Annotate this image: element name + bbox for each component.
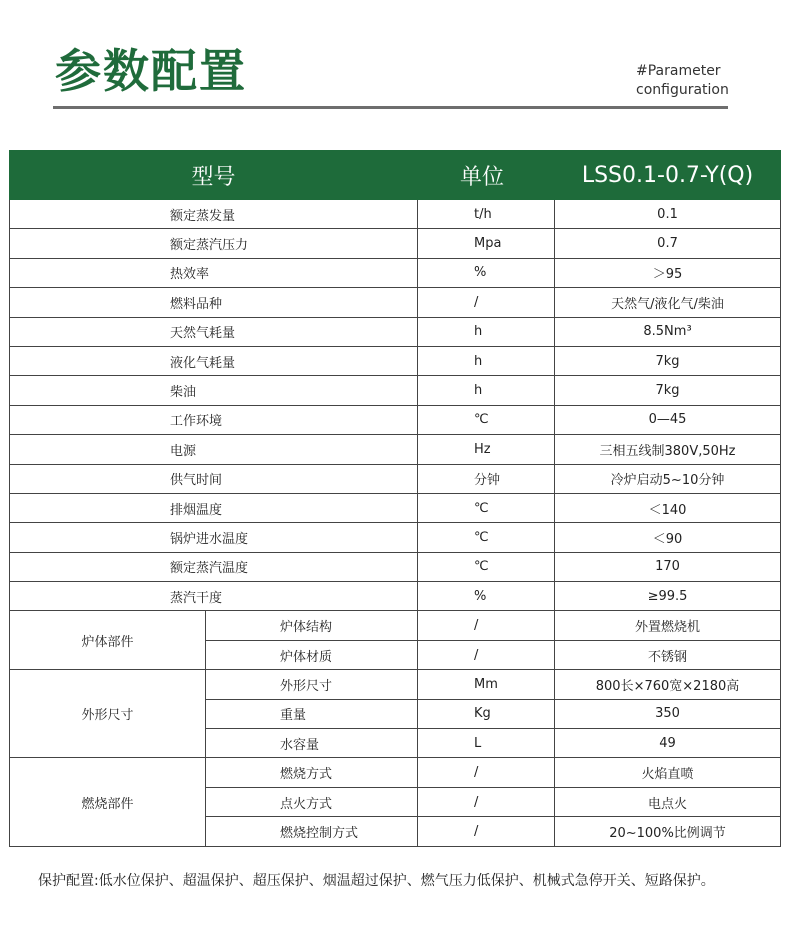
param-name: 工作环境: [10, 405, 418, 434]
param-name: 锅炉进水温度: [10, 523, 418, 552]
param-unit: Mm: [418, 670, 555, 699]
param-name: 电源: [10, 435, 418, 464]
param-name: 燃烧控制方式: [206, 817, 418, 846]
param-unit: /: [418, 611, 555, 640]
param-value: ≥99.5: [555, 582, 781, 611]
param-value: 外置燃烧机: [555, 611, 781, 640]
table-row: [10, 258, 781, 287]
table-row: [10, 317, 781, 346]
param-value: 0.7: [555, 229, 781, 258]
param-unit: ℃: [418, 493, 555, 522]
param-name: 外形尺寸: [206, 670, 418, 699]
param-name: 柴油: [10, 376, 418, 405]
table-row: [10, 229, 781, 258]
page-title: 参数配置: [55, 44, 247, 98]
table-row: [10, 523, 781, 552]
param-unit: %: [418, 258, 555, 287]
param-unit: ℃: [418, 552, 555, 581]
table-row: [10, 464, 781, 493]
param-name: 液化气耗量: [10, 346, 418, 375]
param-value: 7kg: [555, 376, 781, 405]
param-value: 火焰直喷: [555, 758, 781, 787]
table-row: [10, 552, 781, 581]
header-unit: 单位: [418, 151, 555, 200]
table-row: [10, 758, 781, 787]
param-value: 0—45: [555, 405, 781, 434]
param-unit: h: [418, 346, 555, 375]
param-unit: /: [418, 640, 555, 669]
param-unit: %: [418, 582, 555, 611]
param-unit: /: [418, 817, 555, 846]
param-name: 水容量: [206, 729, 418, 758]
param-value: ＜140: [555, 493, 781, 522]
title-divider: [53, 106, 728, 109]
param-value: 350: [555, 699, 781, 728]
param-unit: L: [418, 729, 555, 758]
param-value: 7kg: [555, 346, 781, 375]
param-value: ＞95: [555, 258, 781, 287]
table-row: [10, 288, 781, 317]
param-name: 炉体结构: [206, 611, 418, 640]
param-unit: 分钟: [418, 464, 555, 493]
table-row: [10, 200, 781, 229]
param-value: 冷炉启动5~10分钟: [555, 464, 781, 493]
param-value: 0.1: [555, 200, 781, 229]
param-name: 燃烧方式: [206, 758, 418, 787]
param-name: 热效率: [10, 258, 418, 287]
param-value: 电点火: [555, 787, 781, 816]
param-value: ＜90: [555, 523, 781, 552]
subtitle-line-1: #Parameter: [636, 63, 721, 79]
param-value: 49: [555, 729, 781, 758]
param-unit: ℃: [418, 523, 555, 552]
param-value: 三相五线制380V,50Hz: [555, 435, 781, 464]
table-row: [10, 493, 781, 522]
param-name: 重量: [206, 699, 418, 728]
param-unit: t/h: [418, 200, 555, 229]
protection-note: 保护配置:低水位保护、超温保护、超压保护、烟温超过保护、燃气压力低保护、机械式急停开关、短路保护。: [38, 873, 715, 889]
param-name: 排烟温度: [10, 493, 418, 522]
param-name: 额定蒸汽压力: [10, 229, 418, 258]
table-row: [10, 376, 781, 405]
param-unit: Kg: [418, 699, 555, 728]
param-name: 供气时间: [10, 464, 418, 493]
header-model: 型号: [10, 151, 418, 200]
parameter-table: [9, 150, 781, 847]
param-name: 额定蒸发量: [10, 200, 418, 229]
param-unit: ℃: [418, 405, 555, 434]
table-row: [10, 582, 781, 611]
param-unit: h: [418, 317, 555, 346]
table-row: [10, 405, 781, 434]
param-unit: Hz: [418, 435, 555, 464]
param-name: 点火方式: [206, 787, 418, 816]
param-name: 燃料品种: [10, 288, 418, 317]
param-unit: /: [418, 787, 555, 816]
param-name: 额定蒸汽温度: [10, 552, 418, 581]
param-unit: h: [418, 376, 555, 405]
param-value: 20~100%比例调节: [555, 817, 781, 846]
param-value: 天然气/液化气/柴油: [555, 288, 781, 317]
param-unit: /: [418, 758, 555, 787]
group-name: 外形尺寸: [10, 670, 206, 758]
param-name: 炉体材质: [206, 640, 418, 669]
table-header-row: [10, 151, 781, 200]
param-value: 800长×760宽×2180高: [555, 670, 781, 699]
param-value: 8.5Nm³: [555, 317, 781, 346]
param-name: 蒸汽干度: [10, 582, 418, 611]
param-value: 不锈钢: [555, 640, 781, 669]
param-value: 170: [555, 552, 781, 581]
page-subtitle: [636, 62, 729, 100]
group-name: 燃烧部件: [10, 758, 206, 846]
group-name: 炉体部件: [10, 611, 206, 670]
table-row: [10, 611, 781, 640]
table-row: [10, 435, 781, 464]
param-unit: Mpa: [418, 229, 555, 258]
table-row: [10, 346, 781, 375]
param-unit: /: [418, 288, 555, 317]
param-name: 天然气耗量: [10, 317, 418, 346]
table-row: [10, 670, 781, 699]
header-model-value: LSS0.1-0.7-Y(Q): [555, 151, 781, 200]
subtitle-line-2: configuration: [636, 82, 729, 98]
